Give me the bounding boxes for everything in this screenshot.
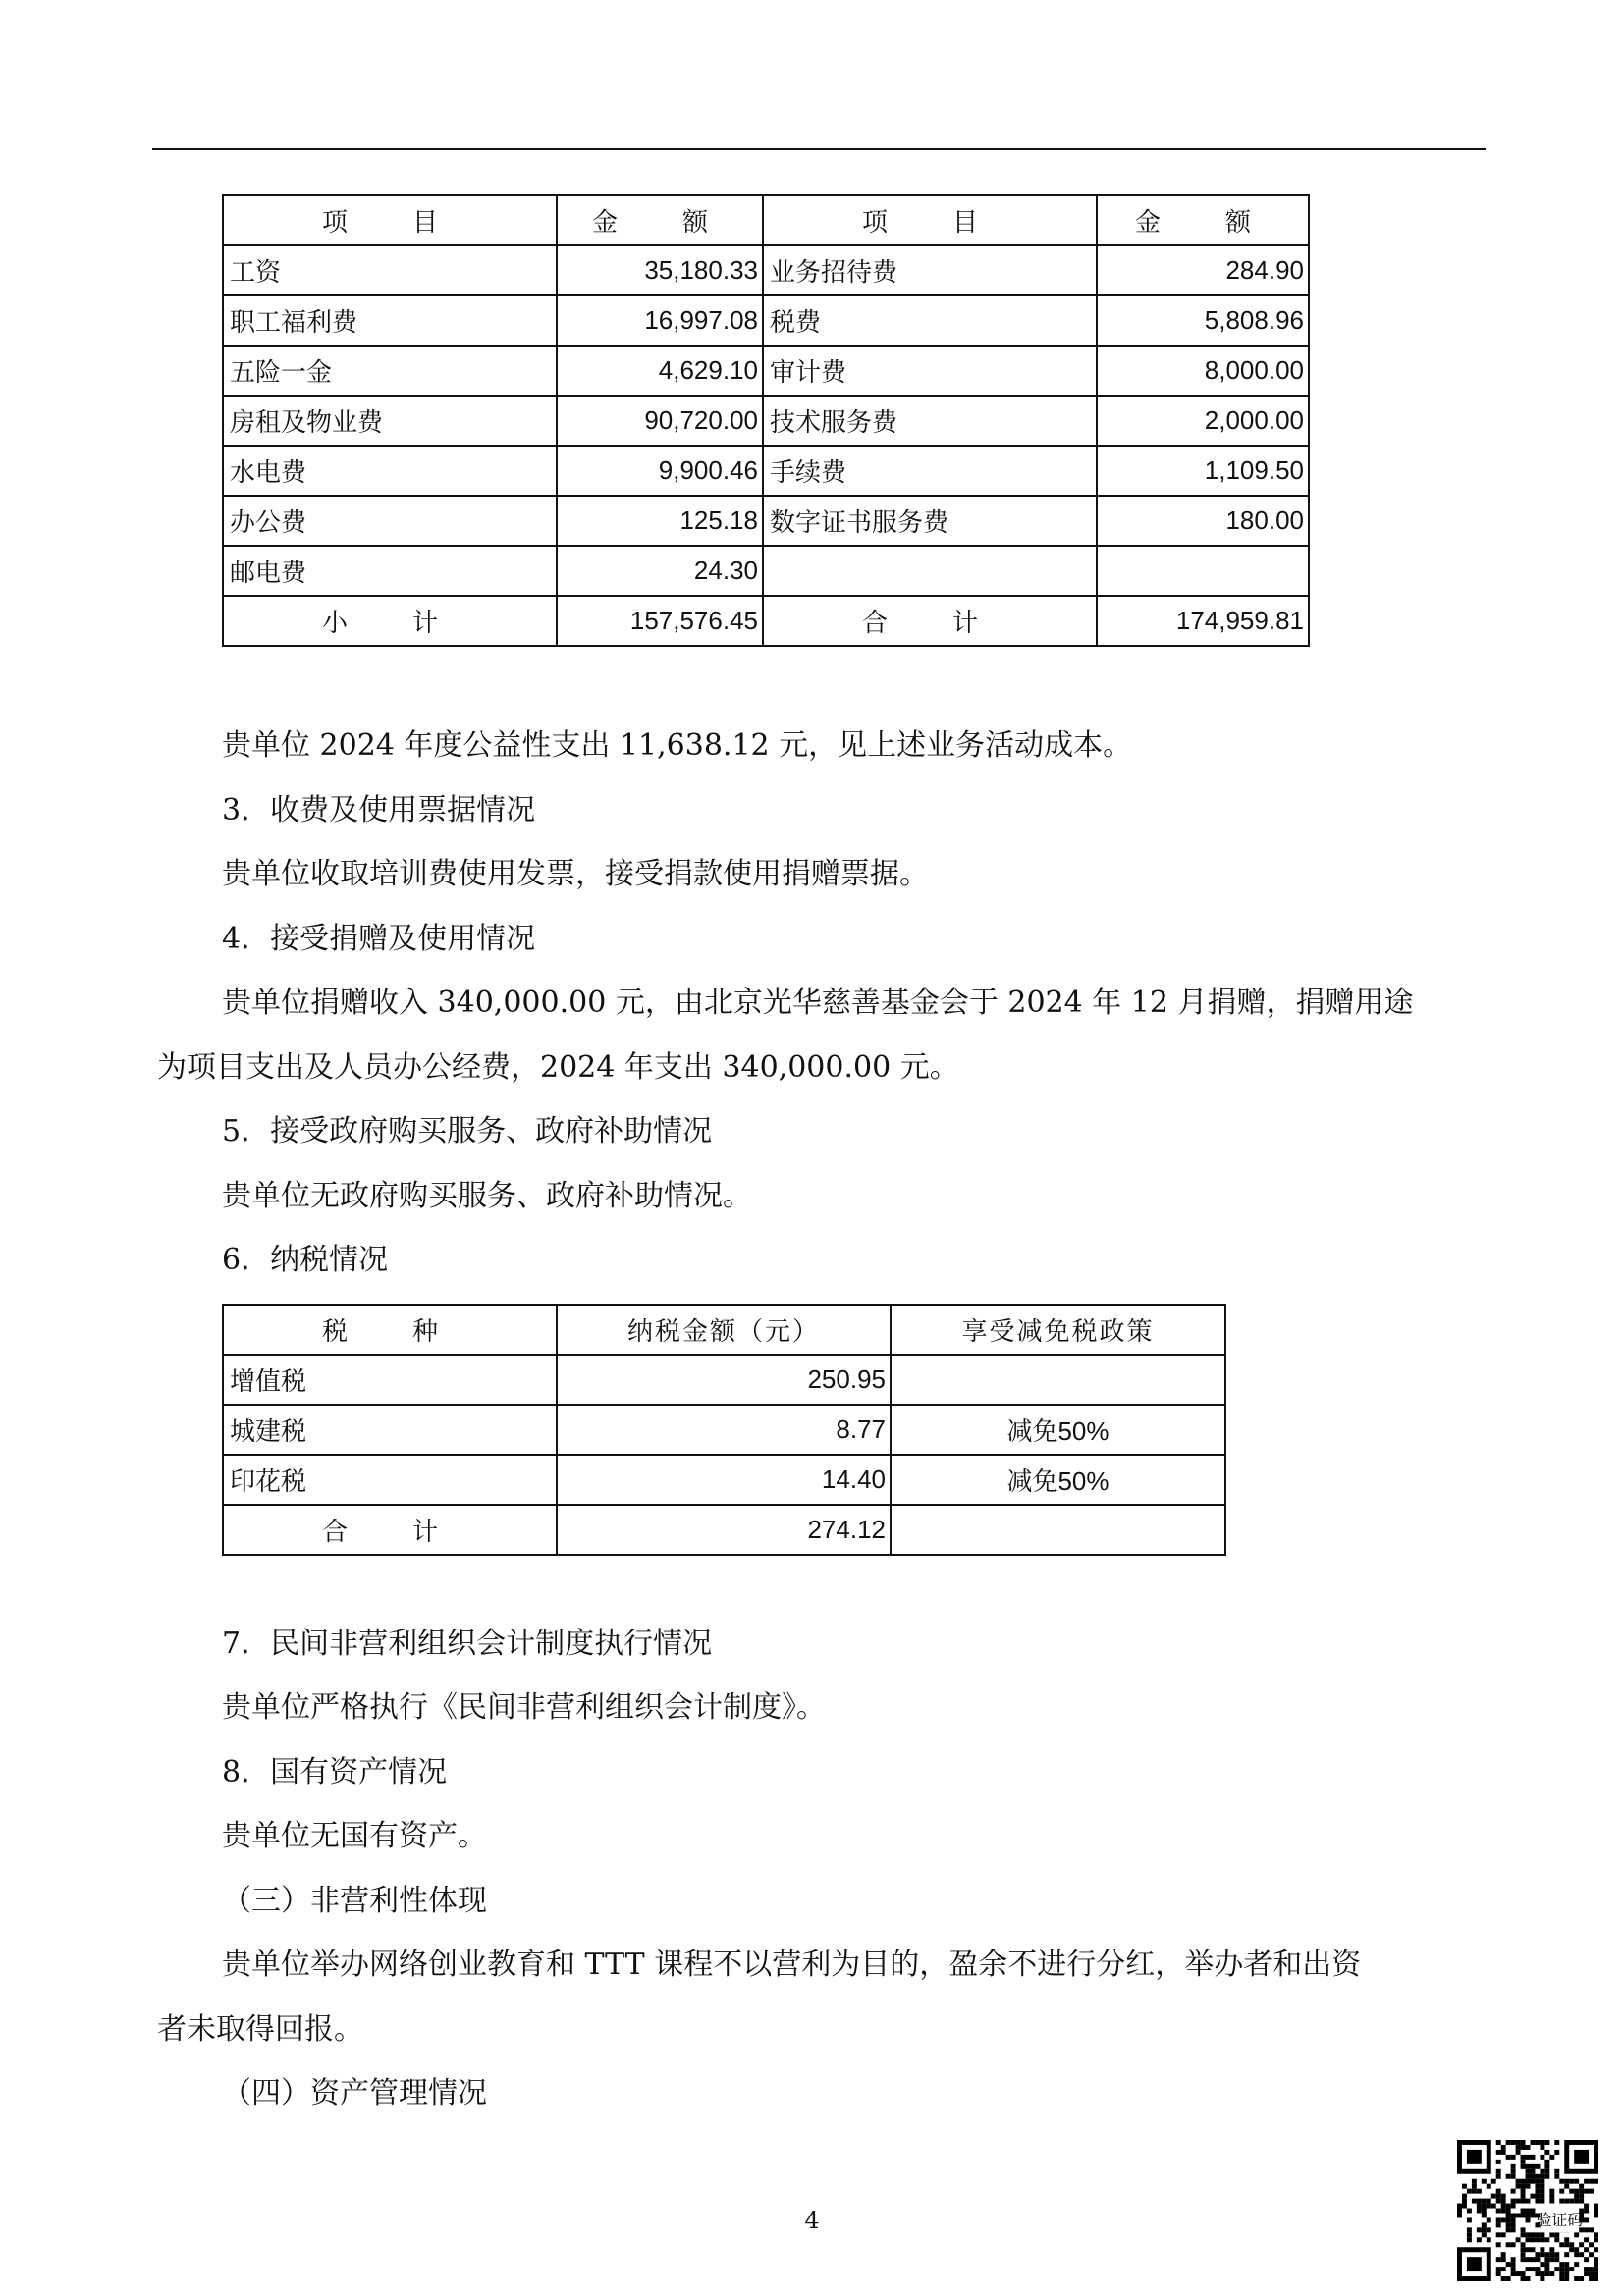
total-row [223, 1505, 1225, 1555]
section-heading-accounting: 7．民间非营利组织会计制度执行情况 [222, 1627, 713, 1661]
header-item: 项 目 [763, 195, 1097, 245]
table-row [223, 245, 1309, 295]
qr-code-icon [1457, 2140, 1598, 2281]
table-row [223, 295, 1309, 346]
table-row [223, 1355, 1225, 1405]
section-heading-government: 5．接受政府购买服务、政府补助情况 [222, 1114, 713, 1148]
paragraph-donations-line1: 贵单位捐赠收入 340,000.00 元，由北京光华慈善基金会于 2024 年 12 月捐赠，捐赠用途 [222, 986, 1414, 1020]
item-cell: 房租及物业费 [223, 396, 557, 446]
tax-policy-cell: 减免50% [891, 1455, 1225, 1505]
tax-policy-cell [891, 1355, 1225, 1405]
tax-type-cell: 印花税 [223, 1455, 557, 1505]
amount-cell: 24.30 [557, 546, 763, 596]
tax-amount-cell: 8.77 [557, 1405, 891, 1455]
amount-cell: 284.90 [1097, 245, 1309, 295]
table-row [223, 1455, 1225, 1505]
amount-cell: 5,808.96 [1097, 295, 1309, 346]
item-cell: 审计费 [763, 346, 1097, 396]
header-tax-amount: 纳税金额（元） [557, 1305, 891, 1355]
amount-cell: 8,000.00 [1097, 346, 1309, 396]
section-heading-invoices: 3．收费及使用票据情况 [222, 793, 536, 828]
tax-type-cell: 增值税 [223, 1355, 557, 1405]
amount-cell: 2,000.00 [1097, 396, 1309, 446]
amount-cell: 4,629.10 [557, 346, 763, 396]
header-amount: 金 额 [557, 195, 763, 245]
total-value: 174,959.81 [1097, 596, 1309, 646]
header-tax-policy: 享受减免税政策 [891, 1305, 1225, 1355]
item-cell: 办公费 [223, 496, 557, 546]
paragraph-government: 贵单位无政府购买服务、政府补助情况。 [222, 1179, 752, 1213]
total-label: 合 计 [763, 596, 1097, 646]
header-tax-type: 税 种 [223, 1305, 557, 1355]
amount-cell: 9,900.46 [557, 446, 763, 496]
amount-cell: 125.18 [557, 496, 763, 546]
page-number: 4 [804, 2207, 820, 2234]
paragraph-nonprofit-line2: 者未取得回报。 [157, 2012, 363, 2047]
paragraph-public-expense: 贵单位 2024 年度公益性支出 11,638.12 元，见上述业务活动成本。 [222, 728, 1133, 763]
item-cell: 技术服务费 [763, 396, 1097, 446]
tax-policy-cell: 减免50% [891, 1405, 1225, 1455]
tax-table-header [223, 1305, 1225, 1355]
table-row [223, 346, 1309, 396]
table-row [223, 546, 1309, 596]
item-cell: 水电费 [223, 446, 557, 496]
section-heading-state-assets: 8．国有资产情况 [222, 1755, 448, 1789]
tax-amount-cell: 14.40 [557, 1455, 891, 1505]
expense-table-header [223, 195, 1309, 245]
expense-table [222, 194, 1310, 647]
paragraph-donations-line2: 为项目支出及人员办公经费，2024 年支出 340,000.00 元。 [157, 1050, 959, 1085]
tax-total-label: 合 计 [223, 1505, 557, 1555]
item-cell [763, 546, 1097, 596]
item-cell: 五险一金 [223, 346, 557, 396]
qr-caption: 验证码 [1536, 2210, 1584, 2229]
tax-total-policy [891, 1505, 1225, 1555]
header-item: 项 目 [223, 195, 557, 245]
subtotal-value: 157,576.45 [557, 596, 763, 646]
amount-cell: 180.00 [1097, 496, 1309, 546]
paragraph-accounting: 贵单位严格执行《民间非营利组织会计制度》。 [222, 1690, 826, 1725]
paragraph-nonprofit-line1: 贵单位举办网络创业教育和 TTT 课程不以营利为目的，盈余不进行分红，举办者和出资 [222, 1948, 1362, 1982]
item-cell: 工资 [223, 245, 557, 295]
section-heading-nonprofit: （三）非营利性体现 [222, 1884, 487, 1918]
tax-amount-cell: 250.95 [557, 1355, 891, 1405]
item-cell: 税费 [763, 295, 1097, 346]
table-row [223, 396, 1309, 446]
item-cell: 职工福利费 [223, 295, 557, 346]
tax-table [222, 1304, 1226, 1556]
table-row [223, 1405, 1225, 1455]
item-cell: 手续费 [763, 446, 1097, 496]
item-cell: 数字证书服务费 [763, 496, 1097, 546]
paragraph-invoices: 贵单位收取培训费使用发票，接受捐款使用捐赠票据。 [222, 857, 929, 891]
section-heading-tax: 6．纳税情况 [222, 1243, 389, 1277]
header-rule [152, 148, 1486, 150]
header-amount: 金 额 [1097, 195, 1309, 245]
amount-cell: 1,109.50 [1097, 446, 1309, 496]
total-row [223, 596, 1309, 646]
paragraph-state-assets: 贵单位无国有资产。 [222, 1819, 487, 1853]
table-row [223, 446, 1309, 496]
tax-type-cell: 城建税 [223, 1405, 557, 1455]
amount-cell: 90,720.00 [557, 396, 763, 446]
section-heading-donations: 4．接受捐赠及使用情况 [222, 922, 536, 956]
item-cell: 邮电费 [223, 546, 557, 596]
section-heading-asset-management: （四）资产管理情况 [222, 2076, 487, 2110]
amount-cell: 35,180.33 [557, 245, 763, 295]
amount-cell [1097, 546, 1309, 596]
subtotal-label: 小 计 [223, 596, 557, 646]
table-row [223, 496, 1309, 546]
amount-cell: 16,997.08 [557, 295, 763, 346]
tax-total-value: 274.12 [557, 1505, 891, 1555]
item-cell: 业务招待费 [763, 245, 1097, 295]
